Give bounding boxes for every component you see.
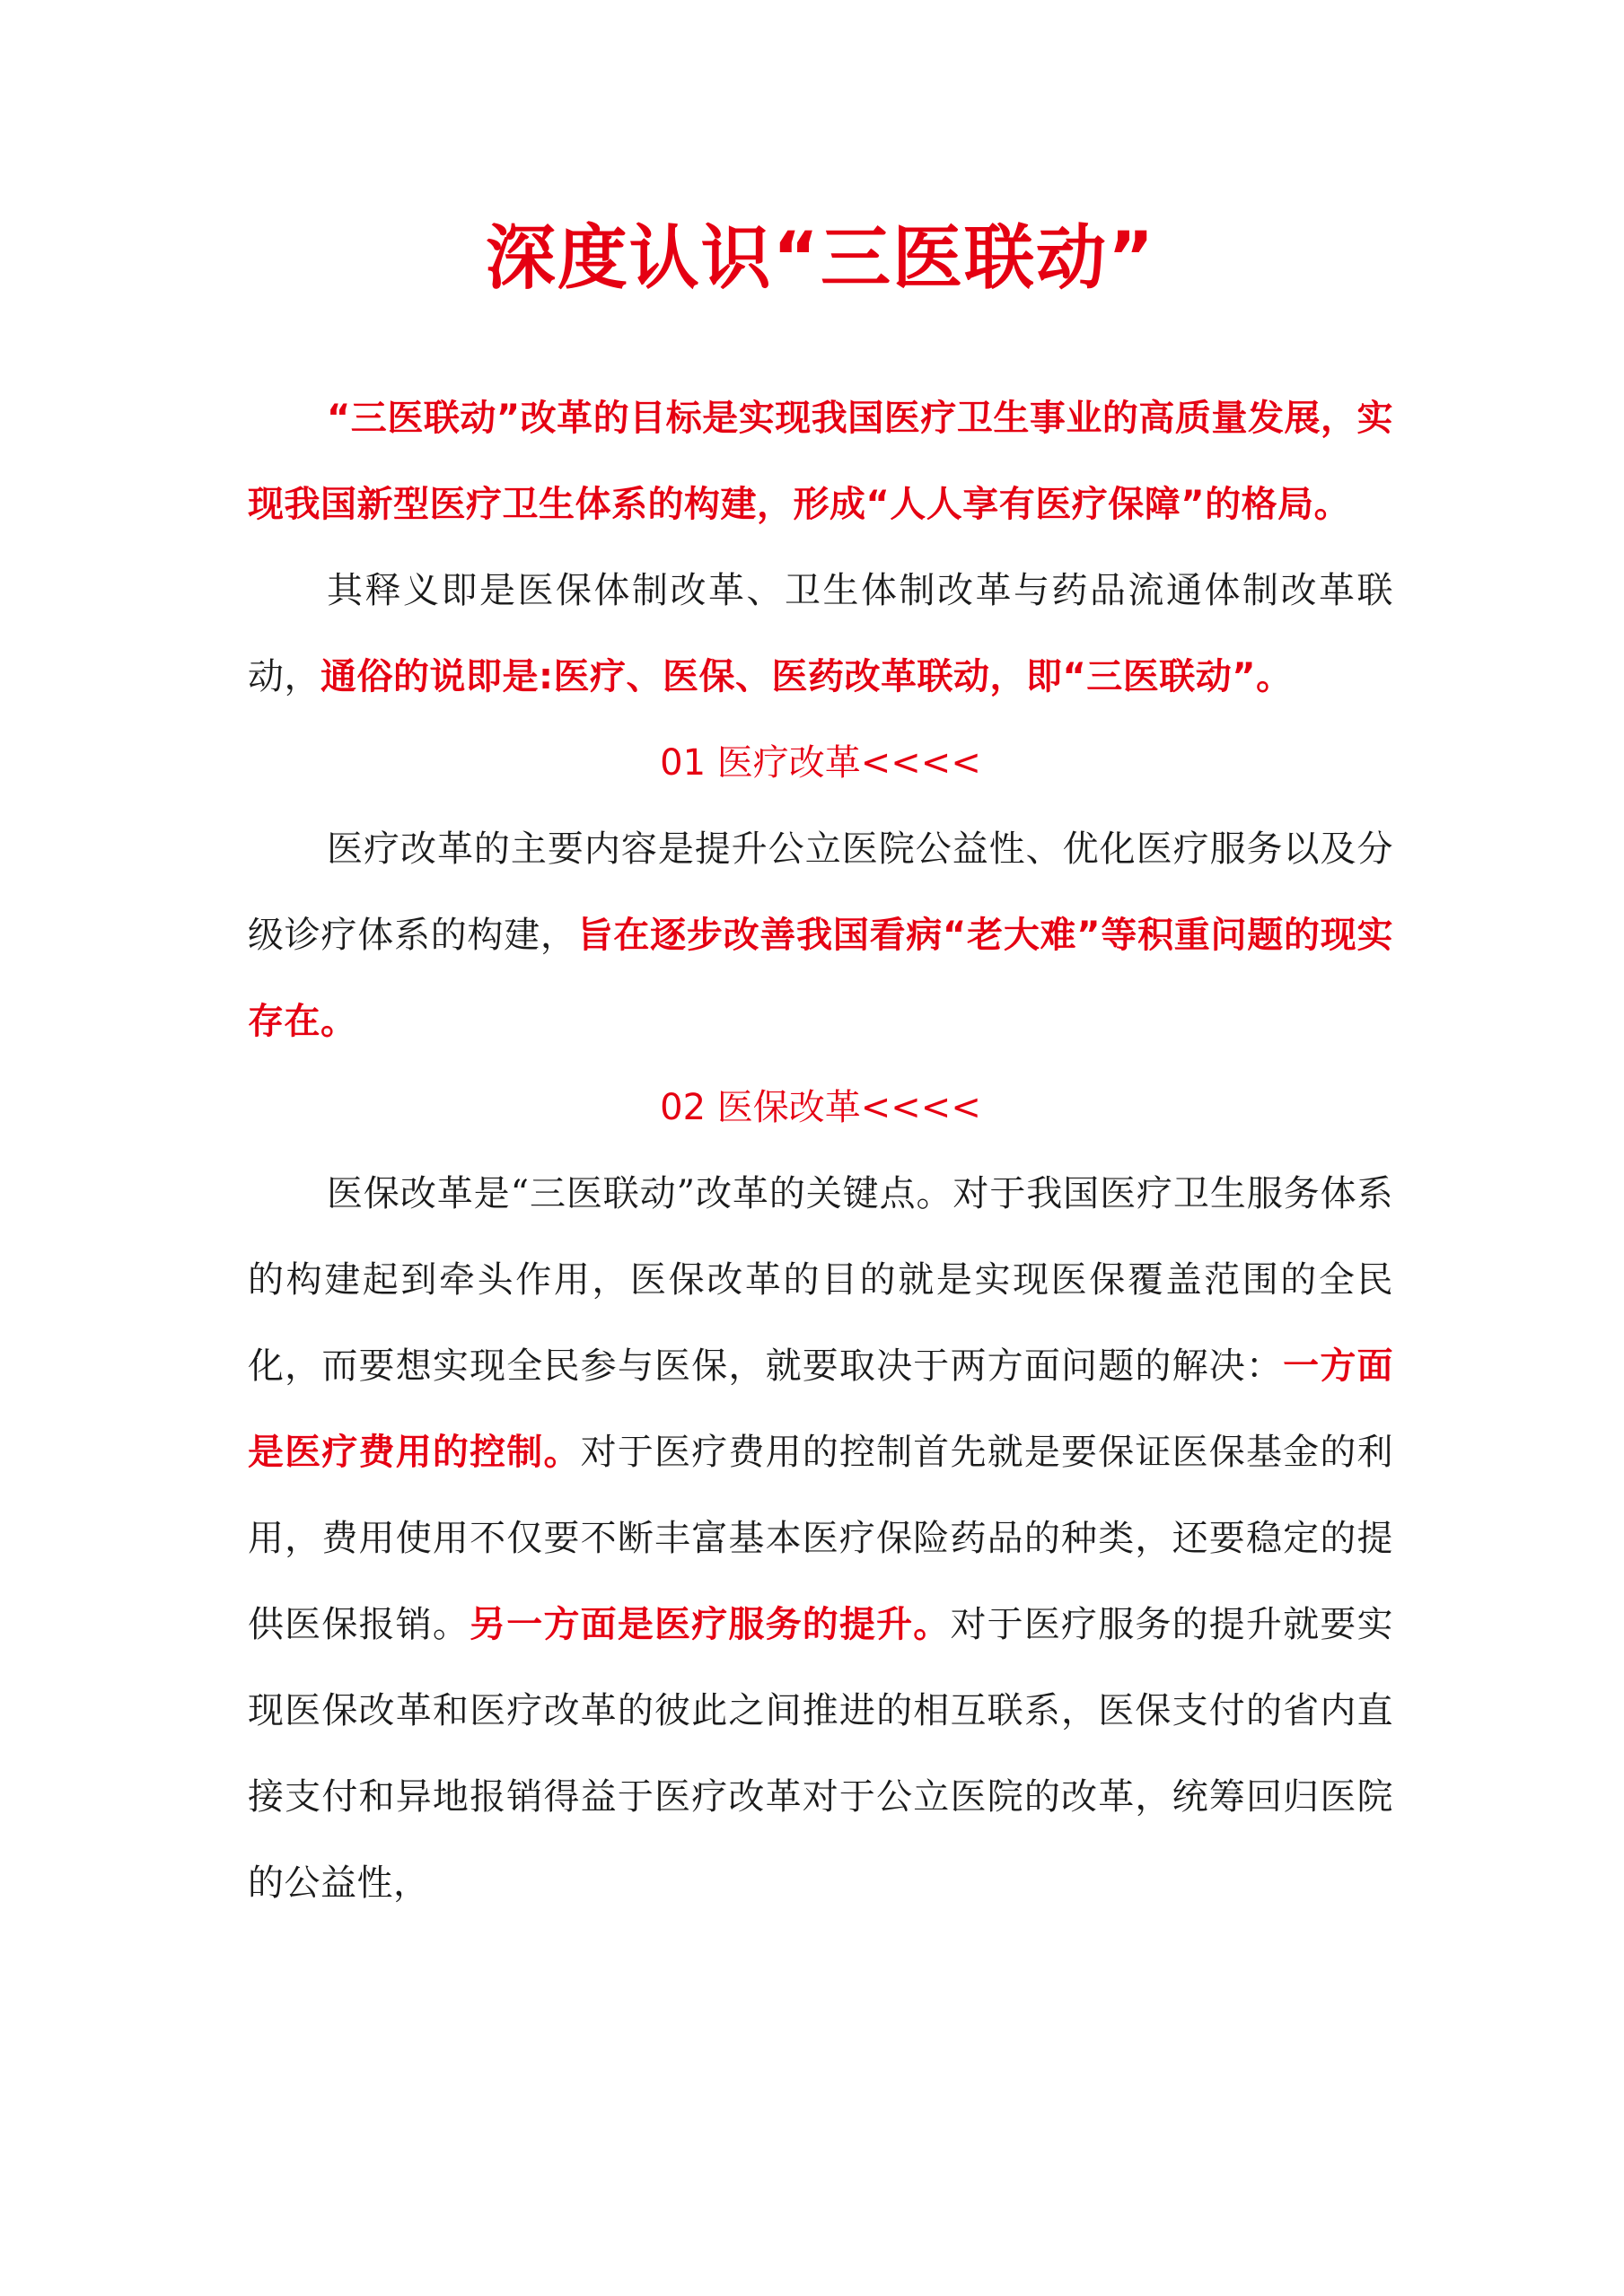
- document-page: [248, 205, 1393, 1926]
- insurance-reform-highlight-2: 另一方面是医疗服务的提升。: [470, 1604, 951, 1645]
- medical-reform-text: 医疗改革的主要内容是提升公立医院公益性、优化医疗服务以及分级诊疗体系的构建，: [248, 828, 1393, 956]
- section-heading-medical-reform: 01 医疗改革<<<<: [660, 742, 981, 784]
- section-heading-insurance-reform: 02 医保改革<<<<: [660, 1087, 981, 1128]
- insurance-reform-highlight-1: 一方面是医疗费用的控制。: [248, 1345, 1394, 1473]
- medical-reform-highlight: 旨在逐步改善我国看病“老大难”等积重问题的现实存在。: [248, 915, 1394, 1042]
- definition-highlight: 通俗的说即是:医疗、医保、医药改革联动，即“三医联动”。: [320, 656, 1293, 697]
- definition-paragraph: [248, 548, 1393, 720]
- insurance-reform-text-1: 医保改革是“三医联动”改革的关键点。对于我国医疗卫生服务体系的构建起到牵头作用，医保改革的目的就是实现医保覆盖范围的全民化，而要想实现全民参与医保，就要取决于两方面问题的解决：: [248, 1173, 1393, 1387]
- document-title: 深度认识“三医联动”: [485, 218, 1156, 299]
- insurance-reform-text-2: 对于医疗费用的控制首先就是要保证医保基金的利用，费用使用不仅要不断丰富基本医疗保险药品的种类，还要稳定的提供医保报销。: [248, 1432, 1394, 1645]
- medical-reform-paragraph: [248, 806, 1393, 1065]
- intro-text: “三医联动”改革的目标是实现我国医疗卫生事业的高质量发展，实现我国新型医疗卫生体系的构建，形成“人人享有医疗保障”的格局。: [248, 398, 1393, 525]
- insurance-reform-text-3: 对于医疗服务的提升就要实现医保改革和医疗改革的彼此之间推进的相互联系，医保支付的省内直接支付和异地报销得益于医疗改革对于公立医院的改革，统筹回归医院的公益性，: [248, 1604, 1394, 1904]
- intro-paragraph: [248, 375, 1393, 548]
- definition-text: 其释义即是医保体制改革、卫生体制改革与药品流通体制改革联动，: [248, 570, 1393, 697]
- insurance-reform-paragraph: [248, 1151, 1393, 1926]
